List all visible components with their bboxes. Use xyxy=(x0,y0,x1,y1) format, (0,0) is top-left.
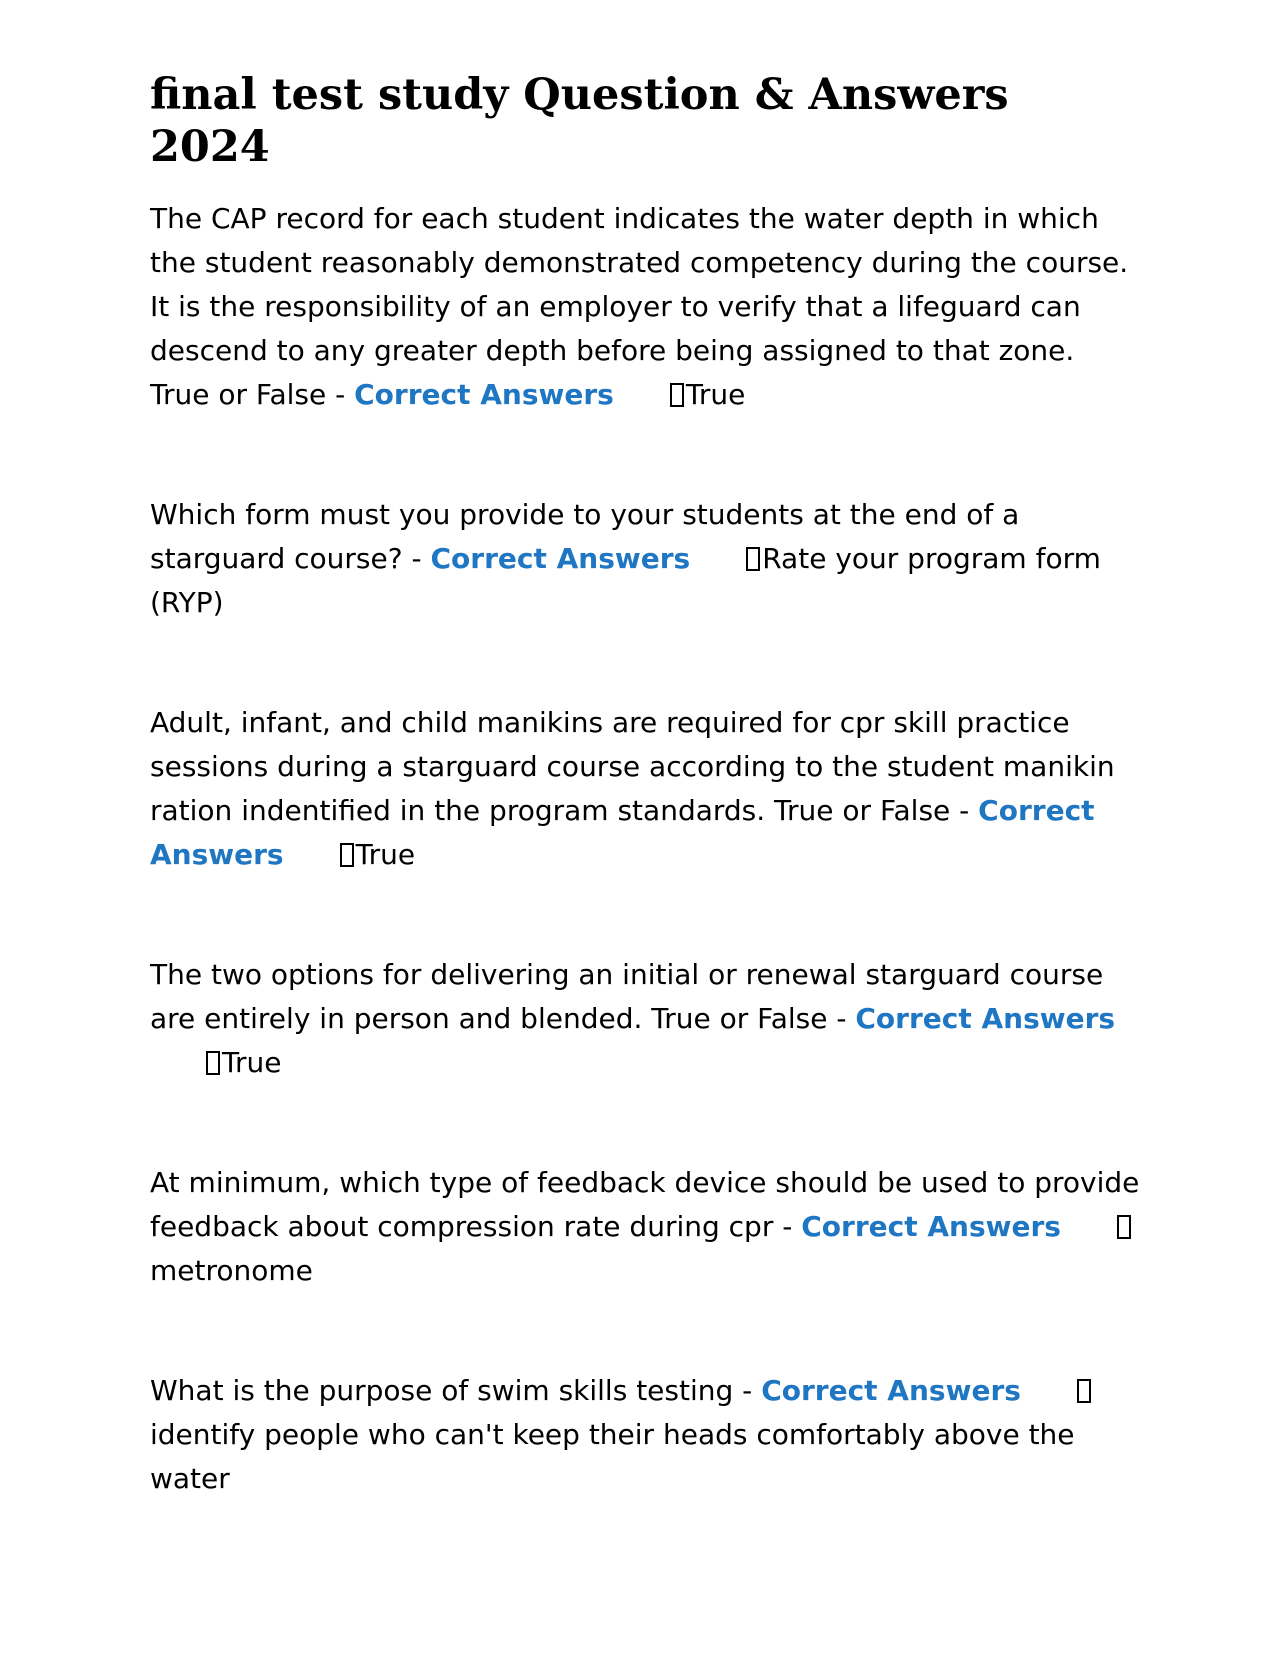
missing-glyph-box-icon xyxy=(746,547,760,571)
qa-item xyxy=(150,701,1140,877)
correct-answers-label: Correct Answers xyxy=(761,1374,1021,1408)
question-text: What is the purpose of swim skills testing - xyxy=(150,1374,762,1408)
correct-answers-label: Correct Answers xyxy=(354,378,614,412)
question-text: The CAP record for each student indicates the water depth in which the student reasonably demonstrated competency during the course. It is the responsibility of an employer to verify that a lifeguard can descend to any greater depth before being assigned to that zone. True or False - xyxy=(150,202,1129,412)
qa-item xyxy=(150,1161,1140,1293)
question-text: The two options for delivering an initial or renewal starguard course are entirely in person and blended. True or False - xyxy=(150,958,1104,1036)
answer-text: True xyxy=(222,1046,282,1080)
document-page xyxy=(150,70,1140,1577)
missing-glyph-box-icon xyxy=(206,1051,220,1075)
answer-text: True xyxy=(685,378,746,412)
correct-answers-label: Correct Answers xyxy=(855,1002,1116,1036)
question-text: Adult, infant, and child manikins are required for cpr skill practice sessions during a starguard course according to the student manikin ration indentified in the program standards. True or False - xyxy=(150,706,1115,828)
answer-text: Rate your program form (RYP) xyxy=(150,542,1101,620)
missing-glyph-box-icon xyxy=(670,383,684,407)
question-text: Which form must you provide to your students at the end of a starguard course? - xyxy=(150,498,1020,576)
answer-text: metronome xyxy=(150,1254,313,1288)
page-title: final test study Question & Answers 2024 xyxy=(150,70,1009,172)
qa-item xyxy=(150,197,1140,417)
qa-item xyxy=(150,493,1140,625)
question-text: At minimum, which type of feedback device should be used to provide feedback about compression rate during cpr - xyxy=(150,1166,1140,1244)
missing-glyph-box-icon xyxy=(1117,1215,1131,1239)
answer-text: identify people who can't keep their heads comfortably above the water xyxy=(150,1418,1075,1496)
answer-text: True xyxy=(355,838,416,872)
missing-glyph-box-icon xyxy=(1077,1379,1091,1403)
qa-item xyxy=(150,1369,1140,1501)
correct-answers-label: Correct Answers xyxy=(430,542,691,576)
qa-item xyxy=(150,953,1140,1085)
missing-glyph-box-icon xyxy=(340,843,354,867)
correct-answers-label: Correct Answers xyxy=(801,1210,1061,1244)
correct-answers-label: Correct Answers xyxy=(150,794,1095,872)
